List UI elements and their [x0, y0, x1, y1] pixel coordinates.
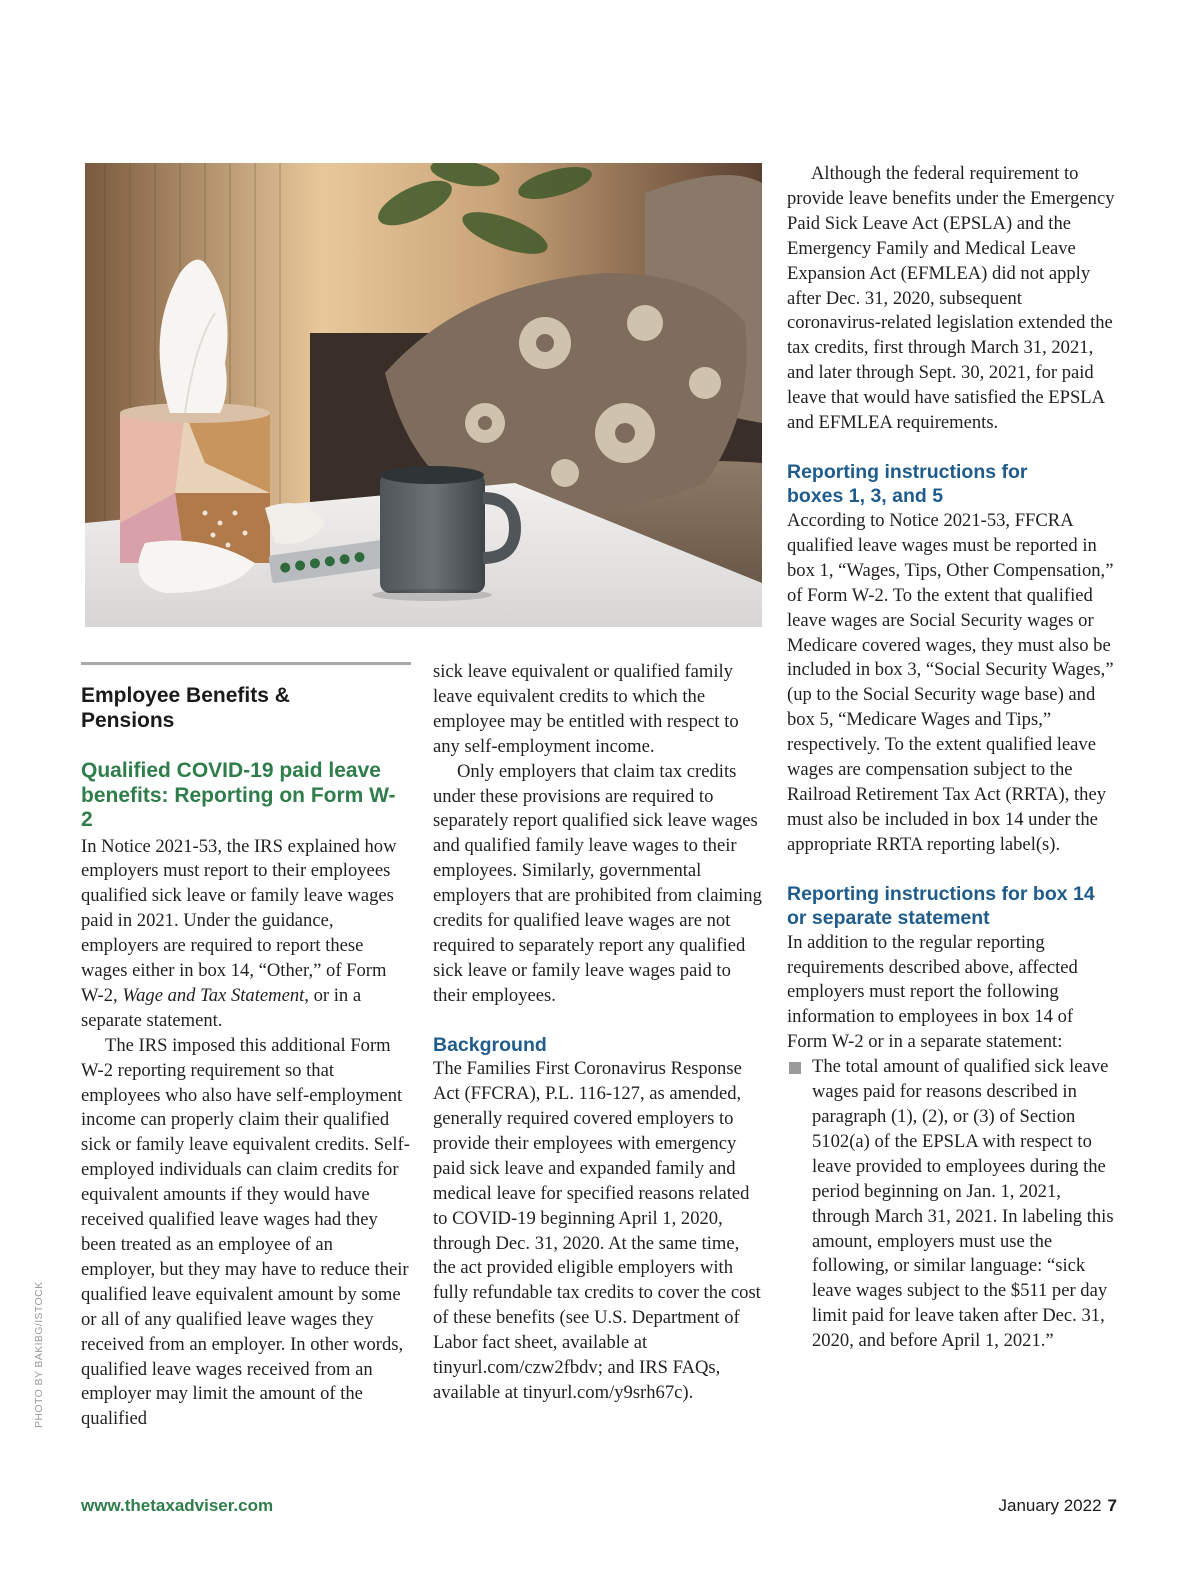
paragraph-text: In Notice 2021-53, the IRS explained how employers must report to their employees qualified sick leave or family leave wages paid in 2021. Under the guidance, employers are required to report these wages either in box 14, “Other,” of Form W-2, [81, 835, 397, 1006]
paragraph: Although the federal requirement to provide leave benefits under the Emergency Paid Sick Leave Act (EPSLA) and the Emergency Family and Medical Leave Expansion Act (EFMLEA) did not apply after Dec. 31, 2020, subsequent coronavirus-related legislation extended the tax credits, first through March 31, 2021, and later through Sept. 30, 2021, for paid leave that would have satisfied the EPSLA and EFMLEA requirements. [787, 163, 1115, 434]
paragraph: The IRS imposed this additional Form W-2 reporting requirement so that employees who also have self-employment income can properly claim their qualified sick or family leave equivalent credits. Self-employed individuals can claim credits for equivalent amounts if they would have received qualified leave wages had they been treated as an employee of an employer, but they may have to reduce their qualified leave equivalent amount by some or all of any qualified leave wages they received from an employer. In other words, qualified leave wages received from an employer may limit the amount of the qualified [81, 1034, 410, 1430]
article-photo [85, 163, 762, 627]
bullet-square-icon [789, 1062, 801, 1074]
paragraph-text: , or in a separate statement. [81, 984, 362, 1031]
paragraph: Only employers that claim tax credits under these provisions are required to separately report qualified sick leave wages and qualified family leave wages to their employees. Similarly, governmental employers that are prohibited from claiming credits for qualified leave wages are not required to separately report any qualified sick leave or family leave wages paid to their employees. [433, 760, 762, 1006]
column-1 [81, 662, 411, 1432]
photo-illustration [85, 163, 762, 627]
paragraph [81, 835, 411, 1034]
subheading-background: Background [433, 1033, 547, 1056]
page-number: 7 [1107, 1496, 1117, 1515]
column-2 [433, 660, 763, 1406]
bullet-item [787, 1055, 1117, 1354]
paragraph: According to Notice 2021-53, FFCRA qualified leave wages must be reported in box 1, “Wages, Tips, Other Compensation,” of Form W-2. To the extent that qualified leave wages are Social Security wages or Medicare covered wages, they must also be included in box 3, “Social Security Wages,” (up to the Social Security wage base) and box 5, “Medicare Wages and Tips,” respectively. To the extent qualified leave wages are compensation subject to the Railroad Retirement Tax Act (RRTA), they must also be included in box 14 under the appropriate RRTA reporting label(s). [787, 509, 1114, 855]
section-label: Employee Benefits & Pensions [81, 684, 290, 732]
footer-date: January 2022 [998, 1496, 1102, 1515]
photo-credit: PHOTO BY BAKIBG/ISTOCK [33, 1281, 45, 1428]
section-rule [81, 662, 411, 665]
form-title: Wage and Tax Statement [122, 984, 305, 1006]
paragraph: The Families First Coronavirus Response Act (FFCRA), P.L. 116-127, as amended, generally required covered employers to provide their employees with emergency paid sick leave and expanded family and medical leave for specified reasons related to COVID-19 beginning April 1, 2020, through Dec. 31, 2020. At the same time, the act provided eligible employers with fully refundable tax credits to cover the cost of these benefits (see U.S. Department of Labor fact sheet, available at tinyurl.com/czw2fbdv; and IRS FAQs, available at tinyurl.com/y9srh67c). [433, 1058, 761, 1403]
subheading-box14: Reporting instructions for box 14 or separate statement [787, 882, 1095, 930]
article-headline: Qualified COVID-19 paid leave benefits: Reporting on Form W-2 [81, 759, 396, 831]
subheading-boxes: Reporting instructions for boxes 1, 3, and 5 [787, 460, 1028, 508]
bullet-text: The total amount of qualified sick leave wages paid for reasons described in paragraph (1), (2), or (3) of Section 5102(a) of the EPSLA with respect to leave provided to employees during the period beginning on Jan. 1, 2021, through March 31, 2021. In labeling this amount, employers must use the following, or similar language: “sick leave wages subject to the $511 per day limit paid for leave taken after Dec. 31, 2020, and before April 1, 2021.” [812, 1056, 1114, 1352]
footer-url[interactable]: www.thetaxadviser.com [81, 1496, 274, 1515]
paragraph: In addition to the regular reporting requirements described above, affected employers must report the following information to employees in box 14 of Form W-2 or in a separate statement: [787, 931, 1078, 1053]
column-3 [787, 162, 1117, 1354]
footer-page-info [999, 1496, 1118, 1516]
paragraph: sick leave equivalent or qualified family leave equivalent credits to which the employee may be entitled with respect to any self-employment income. [433, 661, 739, 757]
